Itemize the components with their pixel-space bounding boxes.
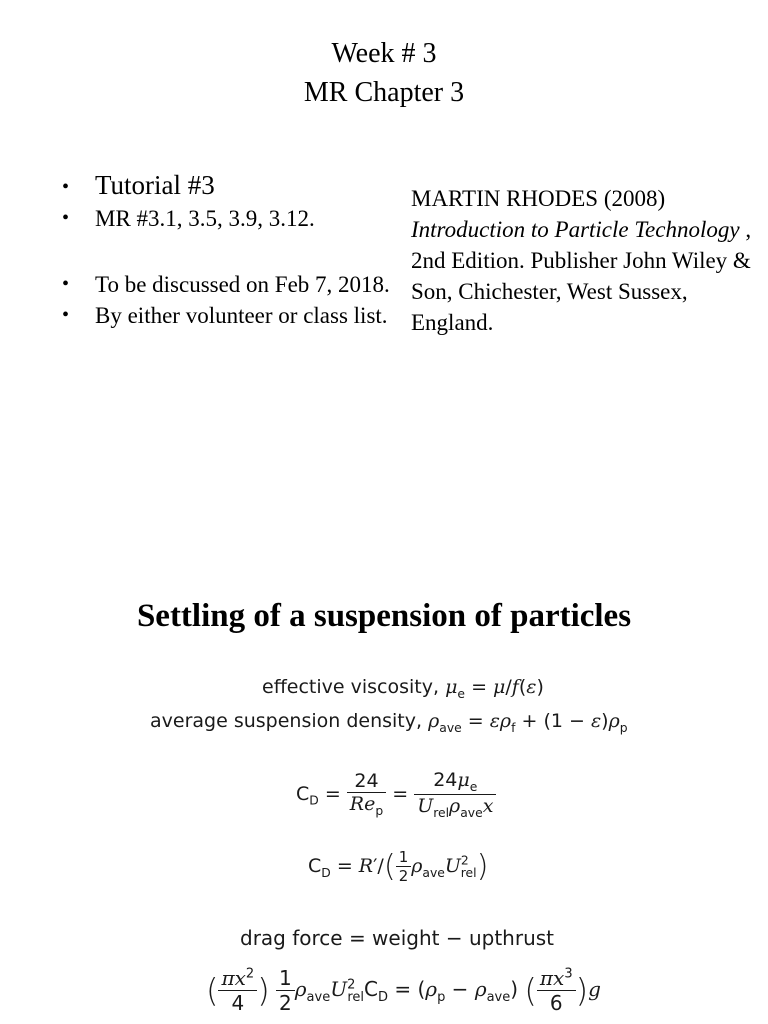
bullet-item-problems (62, 205, 392, 232)
bullet-item-volunteer (62, 302, 392, 329)
reference-edition: , 2nd Edition. (411, 217, 752, 273)
bullet-dot-icon: • (62, 176, 70, 198)
slide-2-title: Settling of a suspension of particles (136, 598, 632, 634)
bullet-text: To be discussed on Feb 7, 2018. (95, 272, 390, 297)
equation-label: effective viscosity, (262, 676, 446, 698)
reference-publisher: Publisher John Wiley & Son, Chichester, West Sussex, England. (411, 248, 751, 335)
equation-label: average suspension density, (150, 710, 429, 732)
equation-drag-coefficient-stress: $C_D = R'/$( $\frac{1}{2}$ $\rho_{ave}U^2_{rel}$) (308, 848, 489, 885)
title-chapter: MR Chapter 3 (303, 77, 465, 108)
reference-book-title: Introduction to Particle Technology (411, 217, 740, 242)
bullet-dot-icon: • (62, 207, 70, 229)
bullet-item-discussion-date (62, 271, 392, 298)
reference-block (411, 183, 756, 338)
bullet-dot-icon: • (62, 273, 70, 295)
equation-average-density: average suspension density, $\rho_{ave} = \varepsilon\rho_f + (1 - \varepsilon)\rho_p$ (150, 710, 628, 735)
bullet-item-tutorial (62, 168, 392, 202)
equation-effective-viscosity: effective viscosity, $\mu_e = \mu/f(\varepsilon)$ (262, 676, 544, 701)
equation-drag-force-balance: drag force = weight − upthrust (240, 926, 555, 950)
slide-1-title (0, 34, 768, 112)
title-week: Week # 3 (331, 38, 437, 69)
equation-drag-coefficient: $C_D$ = $\frac{24}{Re_p}$ = $\frac{24\mu_e}{U_{rel}\rho_{ave}x}$ (296, 769, 496, 820)
bullet-text: MR #3.1, 3.5, 3.9, 3.12. (95, 206, 315, 231)
equation-force-balance-expanded: ( $\frac{\pi x^2}{4}$ ) $\frac{1}{2}$ $\rho_{ave}U^2_{rel}C_D = (\rho_p - \rho_{ave})$ ( $\frac{\pi x^3}{6}$ )g (206, 966, 601, 1015)
bullet-text: By either volunteer or class list. (95, 303, 388, 328)
reference-author: MARTIN RHODES (2008) (411, 186, 666, 211)
bullet-text: Tutorial #3 (95, 170, 215, 200)
bullet-list (62, 168, 392, 329)
bullet-dot-icon: • (62, 304, 70, 326)
